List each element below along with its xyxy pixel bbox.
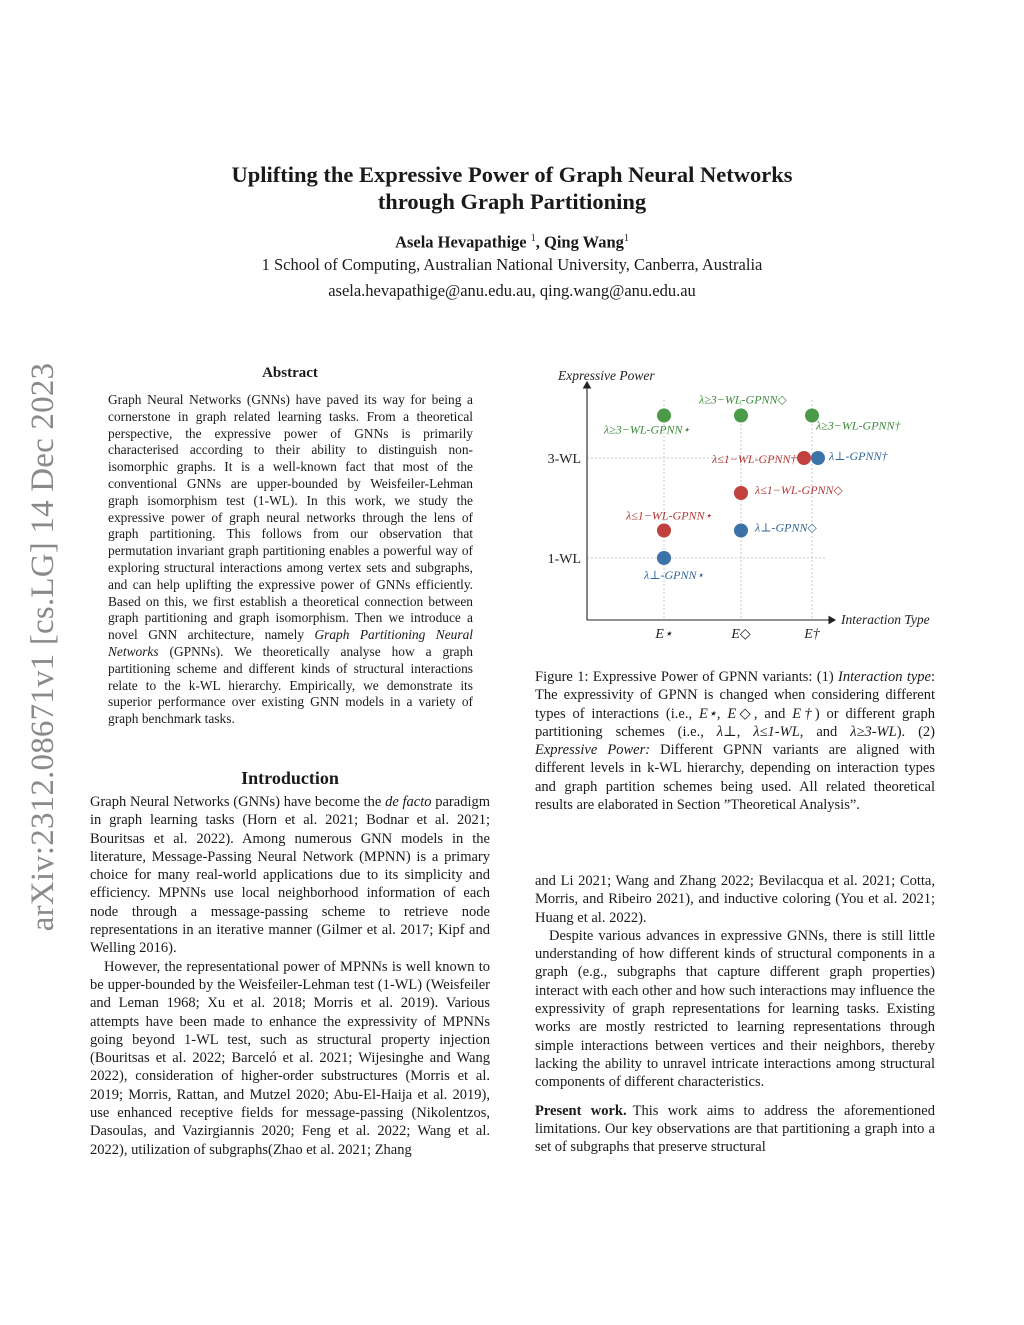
author-name: Qing Wang: [543, 232, 624, 252]
data-point-label: λ≤1−WL-GPNN⋆: [626, 508, 713, 523]
data-point-label: λ≥3−WL-GPNN⋆: [604, 422, 691, 437]
abstract-body: [108, 392, 473, 728]
caption-math: E⋆: [698, 705, 717, 722]
axis-ticks: [548, 452, 821, 642]
figure-1-chart: [535, 360, 955, 650]
paragraph-heading: Present work.: [535, 1102, 627, 1119]
x-tick-label: E⋆: [655, 627, 673, 642]
abstract-heading: Abstract: [262, 365, 318, 381]
data-point: [657, 524, 671, 538]
data-point-label: λ≤1−WL-GPNN†: [712, 452, 797, 466]
affiliation: 1 School of Computing, Australian National University, Canberra, Australia: [261, 255, 763, 274]
x-tick-label: E◇: [731, 627, 751, 642]
abstract-emphasis: Graph Partitioning Neural Networks: [108, 627, 473, 659]
paragraph: [90, 793, 490, 958]
caption-text: , and: [753, 705, 793, 722]
x-axis-label: Interaction Type: [841, 612, 930, 627]
author-emails: asela.hevapathige@anu.edu.au, qing.wang@anu.edu.au: [328, 281, 696, 300]
arxiv-identifier: arXiv:2312.08671v1 [cs.LG] 14 Dec 2023: [25, 362, 61, 932]
paragraph: However, the representational power of MPNNs is well known to be upper-bounded by the Weisfeiler-Lehman test (1-WL) (Weisfeiler and Leman 1968; Xu et al. 2018; Morris et al. 2019). Various attempts have been made to enhance the expressivity of MPNNs going beyond 1-WL test, such as structural property injection (Bouritsas et al. 2022; Barceló et al. 2021; Wijesinghe and Wang 2022), consideration of higher-order substructures (Morris et al. 2019; Morris, Rattan, and Mutzel 2020; Abu-El-Haija et al. 2019), use enhanced receptive fields for message-passing (Nikolentzos, Dasoulas, and Vazirgiannis 2020; Feng et al. 2022; Wang et al. 2022), utilization of subgraphs(Zhao et al. 2021; Zhang: [90, 958, 490, 1158]
data-point: [734, 524, 748, 538]
data-points: [603, 393, 902, 583]
title-line-1: Uplifting the Expressive Power of Graph Neural Networks: [231, 162, 793, 187]
data-point: [657, 409, 671, 423]
data-point-label: λ⊥-GPNN◇: [755, 520, 817, 535]
paper-title: [150, 161, 874, 215]
data-point-label: λ⊥-GPNN†: [829, 449, 888, 463]
paragraph-emphasis: de facto: [385, 794, 432, 810]
paragraph-text: This work aims to address the aforementioned limitations. Our key observations are that partitioning a graph into a set of subgraphs that preserve structural: [535, 1102, 935, 1156]
caption-text: : The expressivity of GPNN is changed when considering different types of interactions (i.e.,: [535, 669, 935, 722]
author-name: Asela Hevapathige: [395, 232, 527, 252]
section-heading-introduction: Introduction: [241, 768, 339, 788]
caption-text: Figure 1: Expressive Power of GPNN variants: (1): [535, 669, 839, 685]
paragraph: [535, 1102, 935, 1157]
caption-emphasis: Interaction type: [838, 669, 931, 685]
y-tick-label: 3-WL: [547, 452, 581, 467]
data-point: [811, 451, 825, 465]
expressive-power-plot: [535, 360, 955, 650]
figure-1-caption: [535, 668, 935, 814]
author-separator: ,: [535, 232, 544, 252]
paragraph: Despite various advances in expressive GNNs, there is still little understanding of how different kinds of structural components in a graph (e.g., subgraphs that capture different graph properties) interact with each other and how such interactions may influence the expressivity of graph representations for learning tasks. Existing works are mostly restricted to learning representations through simple interactions between vertices and their neighbors, thereby lacking the ability to unravel intricate interactions among structural components of different characteristics.: [535, 927, 935, 1091]
caption-text: ). (2): [896, 723, 936, 740]
caption-math: E◇: [727, 705, 754, 722]
title-line-2: through Graph Partitioning: [377, 189, 647, 214]
y-axis-label: Expressive Power: [558, 368, 655, 383]
caption-text: ,: [736, 723, 754, 740]
right-column-body: [535, 872, 935, 1156]
abstract-text: (GPNNs). We theoretically analyse how a graph partitioning scheme and different kinds of structural interactions relate to the k-WL hierarchy. Empirically, we demonstrate its superior performance over existing GNN models in a variety of graph benchmark tasks.: [108, 643, 473, 727]
caption-text: ,: [716, 705, 728, 722]
data-point: [797, 451, 811, 465]
abstract-text: Graph Neural Networks (GNNs) have paved its way for being a cornerstone in graph related learning tasks. From a theoretical perspective, the expressive power of GNNs is primarily characterised according to their ability to distinguish non-isomorphic graphs. It is a well-known fact that most of the conventional GNNs are upper-bounded by Weisfeiler-Lehman graph isomorphism test (1-WL). In this work, we study the expressive power of graph neural networks through the lens of graph partitioning. This follows from our observation that permutation invariant graph partitioning enables a powerful way of exploring structural interactions among vertex sets and subgraphs, and can help uplifting the expressive power of GNNs efficiently. Based on this, we first establish a theoretical connection between graph partitioning and graph isomorphism. Then we introduce a novel GNN architecture, namely: [108, 392, 473, 643]
data-point: [734, 409, 748, 423]
paragraph-text: paradigm in graph learning tasks (Horn et al. 2021; Bodnar et al. 2021; Bouritsas et al. 2022). Among numerous GNN models in the literature, Message-Passing Neural Network (MPNN) is a primary choice for many real-world applications due to its simplicity and efficiency. MPNNs use local neighborhood information of each node through a message-passing scheme to retrieve node representations in an iterative manner (Gilmer et al. 2017; Kipf and Welling 2016).: [90, 794, 491, 957]
data-point-label: λ≤1−WL-GPNN◇: [755, 483, 843, 497]
caption-text: ) or different graph partitioning schemes (i.e.,: [535, 705, 936, 740]
caption-math: λ≤1-WL: [753, 723, 800, 740]
author-affiliation-mark: 1: [530, 233, 536, 244]
data-point: [734, 486, 748, 500]
paragraph: and Li 2021; Wang and Zhang 2022; Bevilacqua et al. 2021; Cotta, Morris, and Ribeiro 2021), and inductive coloring (You et al. 2021; Huang et al. 2022).: [535, 873, 935, 926]
author-list: [150, 229, 874, 253]
y-tick-label: 1-WL: [547, 552, 581, 567]
caption-text: Different GPNN variants are aligned with different levels in k-WL hierarchy, depending on interaction types and graph partition schemes being used. All related theoretical results are elaborated in Section ”Theoretical Analysis”.: [535, 742, 935, 814]
caption-text: , and: [799, 723, 851, 740]
data-point: [657, 551, 671, 565]
author-affiliation-mark: 1: [623, 233, 629, 244]
caption-emphasis: Expressive Power:: [535, 742, 651, 759]
data-point-label: λ≥3−WL-GPNN◇: [699, 392, 787, 407]
caption-math: E†: [792, 705, 815, 722]
caption-math: λ⊥: [716, 723, 737, 740]
paragraph-text: Graph Neural Networks (GNNs) have become the: [90, 794, 386, 810]
data-point-label: λ≥3−WL-GPNN†: [816, 418, 901, 433]
data-point-label: λ⊥-GPNN⋆: [644, 568, 704, 582]
caption-math: λ≥3-WL: [850, 723, 897, 740]
x-tick-label: E†: [804, 627, 820, 642]
introduction-body: [90, 793, 490, 1159]
